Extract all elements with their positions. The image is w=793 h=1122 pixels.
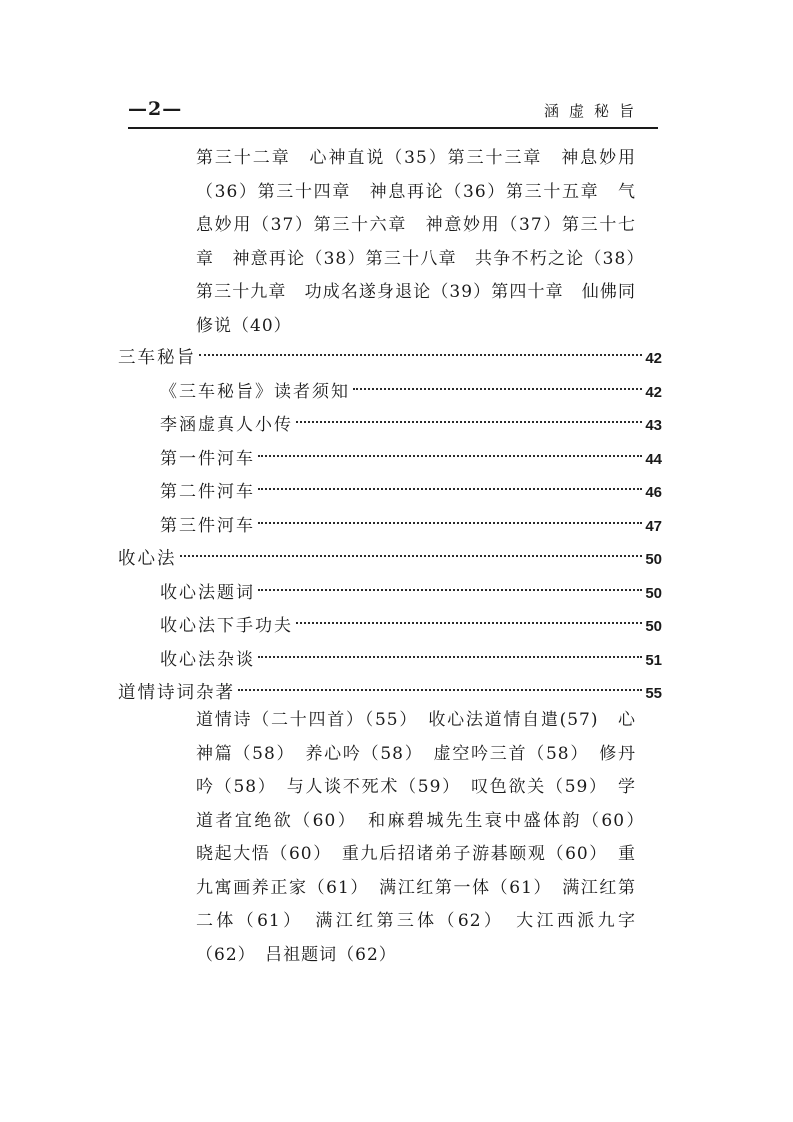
- toc-page-number: 55: [645, 685, 662, 702]
- toc-page-number: 46: [645, 484, 662, 501]
- toc-entry[interactable]: [118, 644, 662, 678]
- toc-entry[interactable]: [118, 443, 662, 477]
- toc-title: 三车秘旨: [118, 348, 196, 368]
- toc-title: 《三车秘旨》读者须知: [160, 381, 350, 402]
- toc-page-number: 50: [645, 584, 662, 602]
- toc-page-number: 42: [645, 350, 662, 367]
- chapters-paragraph: 第三十二章 心神直说（35）第三十三章 神息妙用（36）第三十四章 神息再论（36）第三十五章 气息妙用（37）第三十六章 神意妙用（37）第三十七章 神意再论（38）第三十八章 共争不朽之论（38）第三十九章 功成名遂身退论（39）第四十章 仙佛同修说（40）: [196, 148, 636, 336]
- dot-leader: [258, 455, 642, 457]
- running-title: 涵虚秘旨: [543, 102, 644, 120]
- toc-entry[interactable]: [118, 510, 662, 544]
- toc-page-number: 42: [645, 383, 662, 401]
- dot-leader: [199, 354, 642, 356]
- toc-page-number: 47: [645, 517, 662, 535]
- toc-title: 第三件河车: [160, 515, 255, 536]
- toc-entry[interactable]: [118, 577, 662, 611]
- toc-title: 收心法题词: [160, 582, 255, 603]
- dot-leader: [258, 589, 642, 591]
- toc-title: 收心法: [118, 549, 177, 569]
- dot-leader: [258, 488, 642, 490]
- toc-title: 第一件河车: [160, 448, 255, 469]
- dot-leader: [238, 689, 642, 691]
- dot-leader: [353, 388, 642, 390]
- toc-title: 第二件河车: [160, 482, 255, 502]
- toc-entry[interactable]: [118, 476, 662, 510]
- toc-entry[interactable]: [118, 376, 662, 410]
- table-of-contents: [118, 342, 662, 711]
- dot-leader: [258, 522, 642, 524]
- toc-entry[interactable]: [118, 610, 662, 644]
- page-header: [128, 98, 658, 126]
- toc-title: 收心法下手功夫: [160, 616, 293, 636]
- toc-page-number: 51: [645, 651, 662, 669]
- toc-entry[interactable]: [118, 409, 662, 443]
- toc-page-number: 43: [645, 417, 662, 434]
- header-rule: [128, 127, 658, 129]
- toc-section-shouxinfa[interactable]: [118, 543, 662, 577]
- toc-title: 李涵虚真人小传: [160, 415, 293, 435]
- dot-leader: [180, 555, 643, 557]
- toc-title: 收心法杂谈: [160, 649, 255, 670]
- toc-section-sanche[interactable]: [118, 342, 662, 376]
- poems-paragraph: 道情诗（二十四首）（55） 收心法道情自遣(57) 心神篇（58） 养心吟（58） 虚空吟三首（58） 修丹吟（58） 与人谈不死术（59） 叹色欲关（59） 学道者宜绝欲（60） 和麻碧城先生衰中盛体韵（60） 晓起大悟（60） 重九后招诸弟子游碁颐观（60） 重九寓画养正家（61） 满江红第一体（61） 满江红第二体（61） 满江红第三体（62） 大江西派九字（62） 吕祖题词（62）: [196, 710, 654, 965]
- toc-page-number: 50: [645, 551, 662, 568]
- toc-page-number: 44: [645, 450, 662, 468]
- toc-page-number: 50: [645, 618, 662, 635]
- page-number: —2—: [128, 98, 183, 120]
- dot-leader: [296, 421, 642, 423]
- dot-leader: [296, 622, 642, 624]
- dot-leader: [258, 656, 642, 658]
- toc-title: 道情诗词杂著: [118, 683, 235, 703]
